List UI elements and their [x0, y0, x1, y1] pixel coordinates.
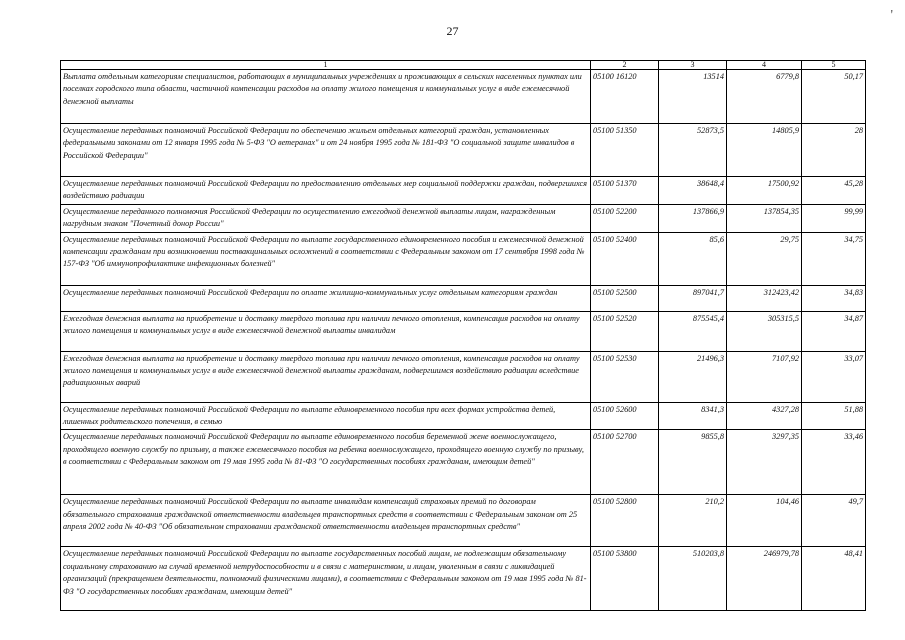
row-code: 05100 52520 [591, 311, 659, 351]
table-row [61, 204, 866, 232]
corner-mark: ' [890, 8, 893, 23]
row-description: Ежегодная денежная выплата на приобретение и доставку твердого топлива при наличии печного отопления, компенсация расходов на оплату жилого помещения и коммунальных услуг в виде ежемесячной денежной выплаты инвалидам [61, 311, 591, 351]
header-col-2: 2 [591, 61, 659, 70]
row-description: Осуществление переданных полномочий Российской Федерации по предоставлению отдельных мер социальной поддержки граждан, подвергшихся воздействию радиации [61, 177, 591, 205]
row-percent: 28 [802, 124, 866, 177]
table-row [61, 402, 866, 430]
header-col-4: 4 [727, 61, 802, 70]
row-percent: 51,88 [802, 402, 866, 430]
row-code: 05100 16120 [591, 70, 659, 124]
table-body [61, 70, 866, 611]
row-actual-value: 7107,92 [727, 351, 802, 402]
table-row [61, 495, 866, 547]
row-actual-value: 312423,42 [727, 285, 802, 311]
row-plan-value: 21496,3 [659, 351, 727, 402]
row-plan-value: 38648,4 [659, 177, 727, 205]
row-code: 05100 52400 [591, 232, 659, 285]
row-code: 05100 51350 [591, 124, 659, 177]
row-description: Ежегодная денежная выплата на приобретение и доставку твердого топлива при наличии печного отопления, компенсация расходов на оплату жилого помещения и коммунальных услуг в виде ежемесячной денежной выплаты гражданам, подвергшимся воздействию радиации вследствие радиационных аварий [61, 351, 591, 402]
row-percent: 33,46 [802, 430, 866, 495]
header-col-1: 1 [61, 61, 591, 70]
row-plan-value: 85,6 [659, 232, 727, 285]
row-actual-value: 6779,8 [727, 70, 802, 124]
row-code: 05100 51370 [591, 177, 659, 205]
row-plan-value: 210,2 [659, 495, 727, 547]
row-percent: 34,75 [802, 232, 866, 285]
row-description: Осуществление переданных полномочий Российской Федерации по выплате инвалидам компенсаций страховых премий по договорам обязательного страхования гражданской ответственности владельцев транспортных средств в соответствии с Федеральным законом от 25 апреля 2002 года № 40-ФЗ "Об обязательном страховании гражданской ответственности владельцев транспортных средств" [61, 495, 591, 547]
row-actual-value: 104,46 [727, 495, 802, 547]
row-code: 05100 52600 [591, 402, 659, 430]
row-description: Осуществление переданных полномочий Российской Федерации по выплате единовременного пособия беременной жене военнослужащего, проходящего военную службу по призыву, а также ежемесячного пособия на ребенка военнослужащего, проходящего военную службу по призыву, в соответствии с Федеральным законом от 19 мая 1995 года № 81-ФЗ "О государственных пособиях гражданам, имеющим детей" [61, 430, 591, 495]
table-row [61, 547, 866, 611]
row-percent: 45,28 [802, 177, 866, 205]
table-row [61, 351, 866, 402]
row-code: 05100 52700 [591, 430, 659, 495]
row-description: Осуществление переданных полномочий Российской Федерации по выплате государственного единовременного пособия и ежемесячной денежной компенсации гражданам при возникновении поствакцинальных осложнений в соответствии с Федеральным законом от 17 сентября 1998 года № 157-ФЗ "Об иммунопрофилактике инфекционных болезней" [61, 232, 591, 285]
table-row [61, 177, 866, 205]
row-percent: 49,7 [802, 495, 866, 547]
row-percent: 34,83 [802, 285, 866, 311]
row-actual-value: 4327,28 [727, 402, 802, 430]
row-actual-value: 137854,35 [727, 204, 802, 232]
row-plan-value: 52873,5 [659, 124, 727, 177]
row-plan-value: 9855,8 [659, 430, 727, 495]
row-percent: 48,41 [802, 547, 866, 611]
page-number: 27 [446, 24, 459, 38]
table-row [61, 285, 866, 311]
row-plan-value: 875545,4 [659, 311, 727, 351]
table-row [61, 430, 866, 495]
row-code: 05100 52200 [591, 204, 659, 232]
row-actual-value: 29,75 [727, 232, 802, 285]
row-code: 05100 53800 [591, 547, 659, 611]
row-description: Осуществление переданных полномочий Российской Федерации по оплате жилищно-коммунальных услуг отдельным категориям граждан [61, 285, 591, 311]
row-description: Осуществление переданных полномочий Российской Федерации по обеспечению жильем отдельных категорий граждан, установленных федеральными законами от 12 января 1995 года № 5-ФЗ "О ветеранах" и от 24 ноября 1995 года № 181-ФЗ "О социальной защите инвалидов в Российской Федерации" [61, 124, 591, 177]
row-code: 05100 52530 [591, 351, 659, 402]
row-code: 05100 52800 [591, 495, 659, 547]
row-description: Осуществление переданного полномочия Российской Федерации по осуществлению ежегодной денежной выплаты лицам, награжденным нагрудным знаком "Почетный донор России" [61, 204, 591, 232]
row-percent: 99,99 [802, 204, 866, 232]
row-plan-value: 510203,8 [659, 547, 727, 611]
header-col-3: 3 [659, 61, 727, 70]
row-description: Осуществление переданных полномочий Российской Федерации по выплате единовременного пособия при всех формах устройства детей, лишенных родительского попечения, в семью [61, 402, 591, 430]
row-actual-value: 305315,5 [727, 311, 802, 351]
row-plan-value: 13514 [659, 70, 727, 124]
row-actual-value: 3297,35 [727, 430, 802, 495]
row-code: 05100 52500 [591, 285, 659, 311]
row-actual-value: 14805,9 [727, 124, 802, 177]
row-percent: 34,87 [802, 311, 866, 351]
table-row [61, 70, 866, 124]
budget-table [60, 60, 866, 611]
row-description: Осуществление переданных полномочий Российской Федерации по выплате государственных пособий лицам, не подлежащим обязательному социальному страхованию на случай временной нетрудоспособности и в связи с материнством, и лицам, уволенным в связи с ликвидацией организаций (прекращением деятельности, полномочий физическими лицами), в соответствии с Федеральным законом от 19 мая 1995 года № 81-ФЗ "О государственных пособиях гражданам, имеющим детей" [61, 547, 591, 611]
row-plan-value: 8341,3 [659, 402, 727, 430]
table-header [61, 61, 866, 70]
row-percent: 33,07 [802, 351, 866, 402]
table-row [61, 311, 866, 351]
row-description: Выплата отдельным категориям специалистов, работающих в муниципальных учреждениях и проживающих в сельских населенных пунктах или поселках городского типа области, частичной компенсации расходов на оплату жилого помещения и коммунальных услуг в виде ежемесячной денежной выплаты [61, 70, 591, 124]
row-plan-value: 897041,7 [659, 285, 727, 311]
table-row [61, 124, 866, 177]
row-actual-value: 17500,92 [727, 177, 802, 205]
row-percent: 50,17 [802, 70, 866, 124]
table-row [61, 232, 866, 285]
header-col-5: 5 [802, 61, 866, 70]
header-row [61, 61, 866, 70]
row-plan-value: 137866,9 [659, 204, 727, 232]
row-actual-value: 246979,78 [727, 547, 802, 611]
